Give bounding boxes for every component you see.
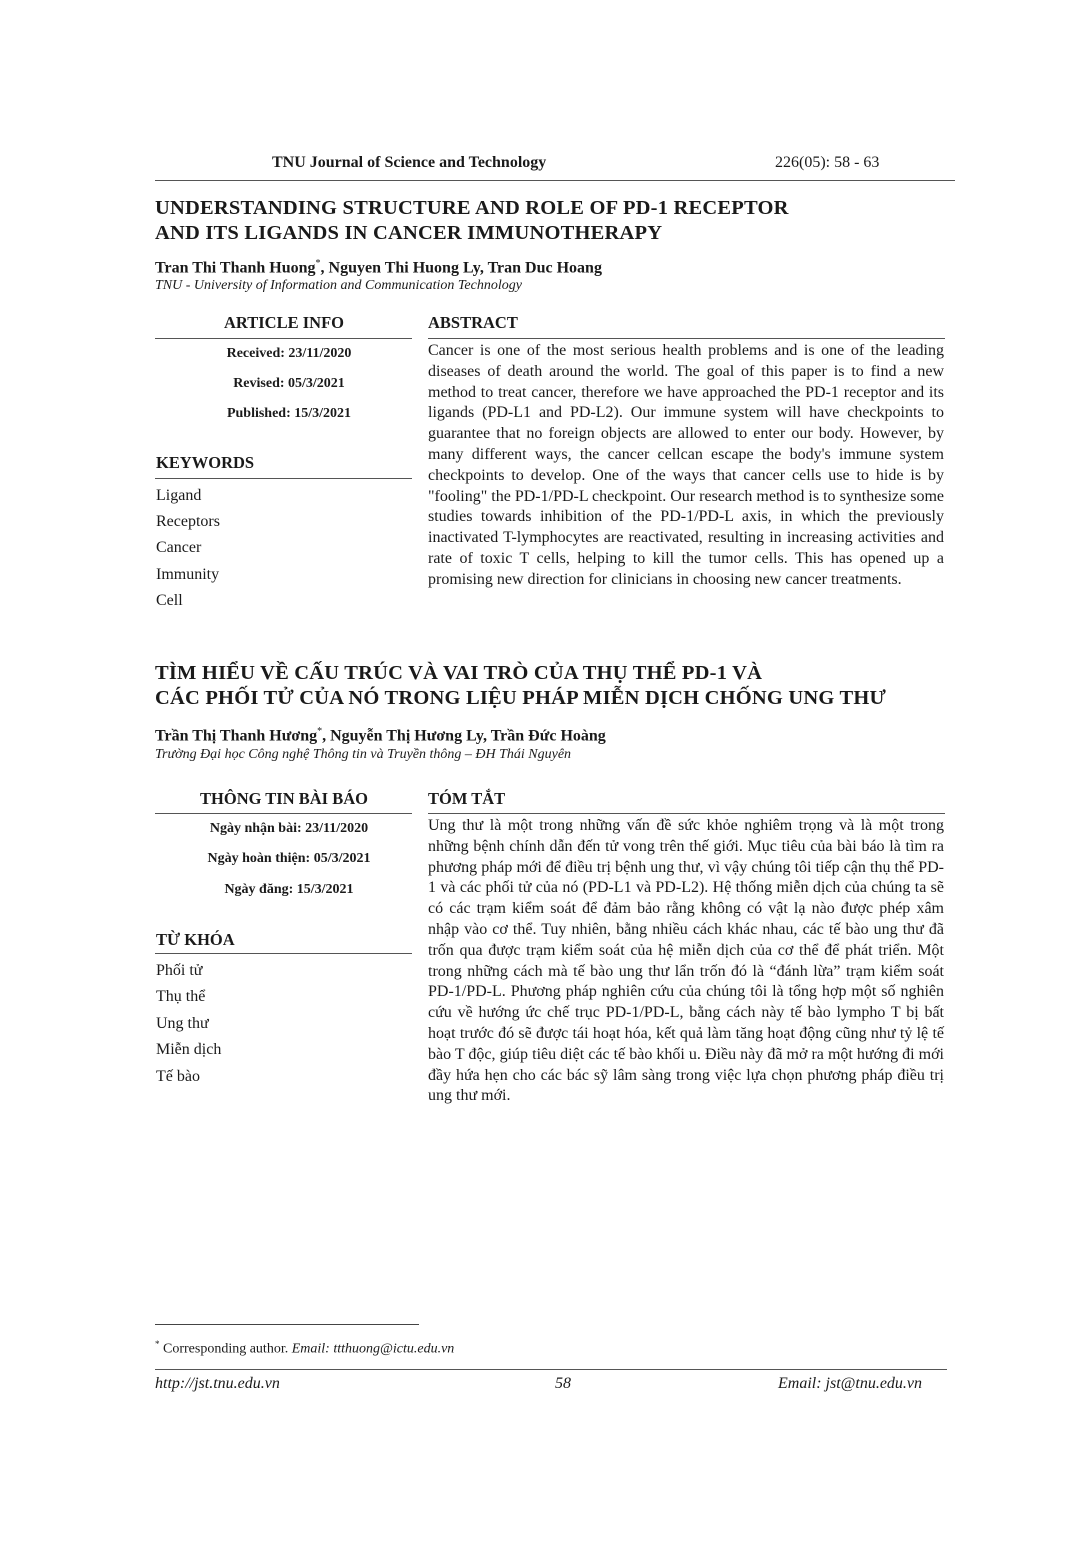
page-number: 58 — [555, 1375, 571, 1392]
footnote-email[interactable]: Email: ttthuong@ictu.edu.vn — [291, 1341, 455, 1357]
keywords-rule — [155, 478, 412, 479]
english-title-line-2: AND ITS LIGANDS IN CANCER IMMUNOTHERAPY — [155, 222, 663, 244]
english-corresponding-mark: * — [315, 258, 321, 269]
received-date: Received: 23/11/2020 — [226, 346, 352, 361]
thong-tin-heading: THÔNG TIN BÀI BÁO — [200, 789, 368, 808]
keyword: Cell — [156, 592, 183, 609]
tom-tat-rule — [428, 813, 945, 814]
vietnamese-abstract-text: Ung thư là một trong những vấn đề sức khỏe nghiêm trọng và là một trong những bệnh chính dẫn đến tử vong trên thế giới. Mục tiêu của bài báo là tìm ra phương pháp mới để điều trị bệnh ung thư, vì vậy chúng tôi tiếp cận thụ thể PD-1 và các phối tử của nó (PD-L1 và PD-L2). Hệ thống miễn dịch của chúng ta sẽ có các trạm kiểm soát để đảm bảo rằng không có vật lạ nào được phép xâm nhập vào cơ thể. Tuy nhiên, bằng nhiều cách khác nhau, các tế bào ung thư đã trốn qua được trạm kiểm soát của hệ miễn dịch của cơ thể để phát triển. Một trong những cách mà tế bào ung thư lẩn trốn đó là “đánh lừa” trạm kiểm soát PD-1/PD-L. Phương pháp nghiên cứu của chúng tôi là tổng hợp một số nghiên cứu về hướng ức chế trục PD-1/PD-L, bằng cách này tế bào lympho T bị bất hoạt trước đó sẽ được tái hoạt hóa, kết quả làm tăng hoạt động cũng như tỷ lệ tế bào T độc, giúp tiêu diệt các tế bào khối u. Điều này đã mở ra một hướng đi mới đầy hứa hẹn cho các bác sỹ lâm sàng trong việc lựa chọn phương pháp điều trị ung thư mới. — [428, 817, 944, 1105]
keyword: Ligand — [156, 487, 202, 504]
vietnamese-affiliation: Trường Đại học Công nghệ Thông tin và Truyền thông – ĐH Thái Nguyên — [155, 747, 572, 762]
vietnamese-author-rest: , Nguyễn Thị Hương Ly, Trần Đức Hoàng — [322, 727, 606, 745]
ngay-dang: Ngày đăng: 15/3/2021 — [224, 882, 354, 897]
keyword: Immunity — [156, 566, 220, 583]
ngay-nhan-bai: Ngày nhận bài: 23/11/2020 — [209, 821, 369, 836]
footnote-rule — [155, 1324, 419, 1325]
footnote-mark: * — [155, 1339, 160, 1349]
vietnamese-title — [155, 661, 886, 711]
abstract-rule — [428, 338, 945, 339]
keywords-heading: KEYWORDS — [156, 453, 255, 472]
english-authors — [155, 258, 602, 277]
thong-tin-rule — [155, 813, 412, 814]
footnote-label: Corresponding author. — [159, 1341, 292, 1357]
keyword: Cancer — [156, 539, 202, 556]
volume-pages: 226(05): 58 - 63 — [775, 154, 880, 171]
english-abstract-text: Cancer is one of the most serious health problems and is one of the leading diseases of death around the world. The goal of this paper is to find a new method to treat cancer, therefore we have approached the PD-1 receptor and its ligands (PD-L1 and PD-L2). Our immune system will have checkpoints to guarantee that no foreign objects are allowed to enter our body. However, by many different ways, the cancer cellcan escape the body's immune system checkpoints to develop. One of the ways that cancer cells use to hide is by "fooling" the PD-1/PD-L checkpoint. Our research method is to synthesize some studies towards inhibition of the PD-1/PD-L axis, in which the previously inactivated T-lymphocytes are reactivated, resulting in increasing activities and rate of toxic T cells, helping to kill the tumor cells. This has opened up a promising new direction for clinicians in choosing new cancer treatments. — [428, 342, 944, 588]
keyword: Thụ thể — [156, 988, 206, 1005]
vietnamese-authors — [155, 726, 606, 745]
vietnamese-title-line-2: CÁC PHỐI TỬ CỦA NÓ TRONG LIỆU PHÁP MIỄN DỊCH CHỐNG UNG THƯ — [155, 687, 887, 709]
vietnamese-author-first: Trần Thị Thanh Hương — [155, 727, 318, 745]
english-title — [155, 196, 789, 246]
vietnamese-title-line-1: TÌM HIỂU VỀ CẤU TRÚC VÀ VAI TRÒ CỦA THỤ THỂ PD-1 VÀ — [155, 662, 763, 684]
journal-name: TNU Journal of Science and Technology — [272, 154, 547, 171]
keyword: Phối tử — [156, 962, 203, 979]
keyword: Ung thư — [156, 1015, 209, 1032]
footnote — [155, 1339, 454, 1358]
article-info-rule — [155, 338, 412, 339]
ngay-hoan-thien: Ngày hoàn thiện: 05/3/2021 — [207, 851, 371, 866]
tom-tat-heading: TÓM TẮT — [428, 789, 506, 808]
vietnamese-corresponding-mark: * — [317, 726, 323, 737]
article-info-heading: ARTICLE INFO — [224, 313, 344, 332]
english-author-first: Tran Thi Thanh Huong — [155, 259, 316, 277]
revised-date: Revised: 05/3/2021 — [233, 376, 345, 391]
footer-rule — [155, 1369, 947, 1370]
footer-url[interactable]: http://jst.tnu.edu.vn — [155, 1375, 280, 1392]
header-rule — [155, 180, 955, 181]
tu-khoa-rule — [155, 953, 412, 954]
english-author-rest: , Nguyen Thi Huong Ly, Tran Duc Hoang — [320, 259, 602, 277]
tu-khoa-heading: TỪ KHÓA — [156, 930, 235, 949]
keyword: Tế bào — [156, 1068, 200, 1085]
abstract-heading: ABSTRACT — [428, 313, 518, 332]
english-affiliation: TNU - University of Information and Communication Technology — [155, 278, 522, 293]
keyword: Receptors — [156, 513, 220, 530]
keyword: Miễn dịch — [156, 1041, 222, 1058]
published-date: Published: 15/3/2021 — [226, 406, 352, 421]
english-title-line-1: UNDERSTANDING STRUCTURE AND ROLE OF PD-1 RECEPTOR — [155, 197, 789, 219]
footer-email[interactable]: Email: jst@tnu.edu.vn — [778, 1375, 923, 1392]
